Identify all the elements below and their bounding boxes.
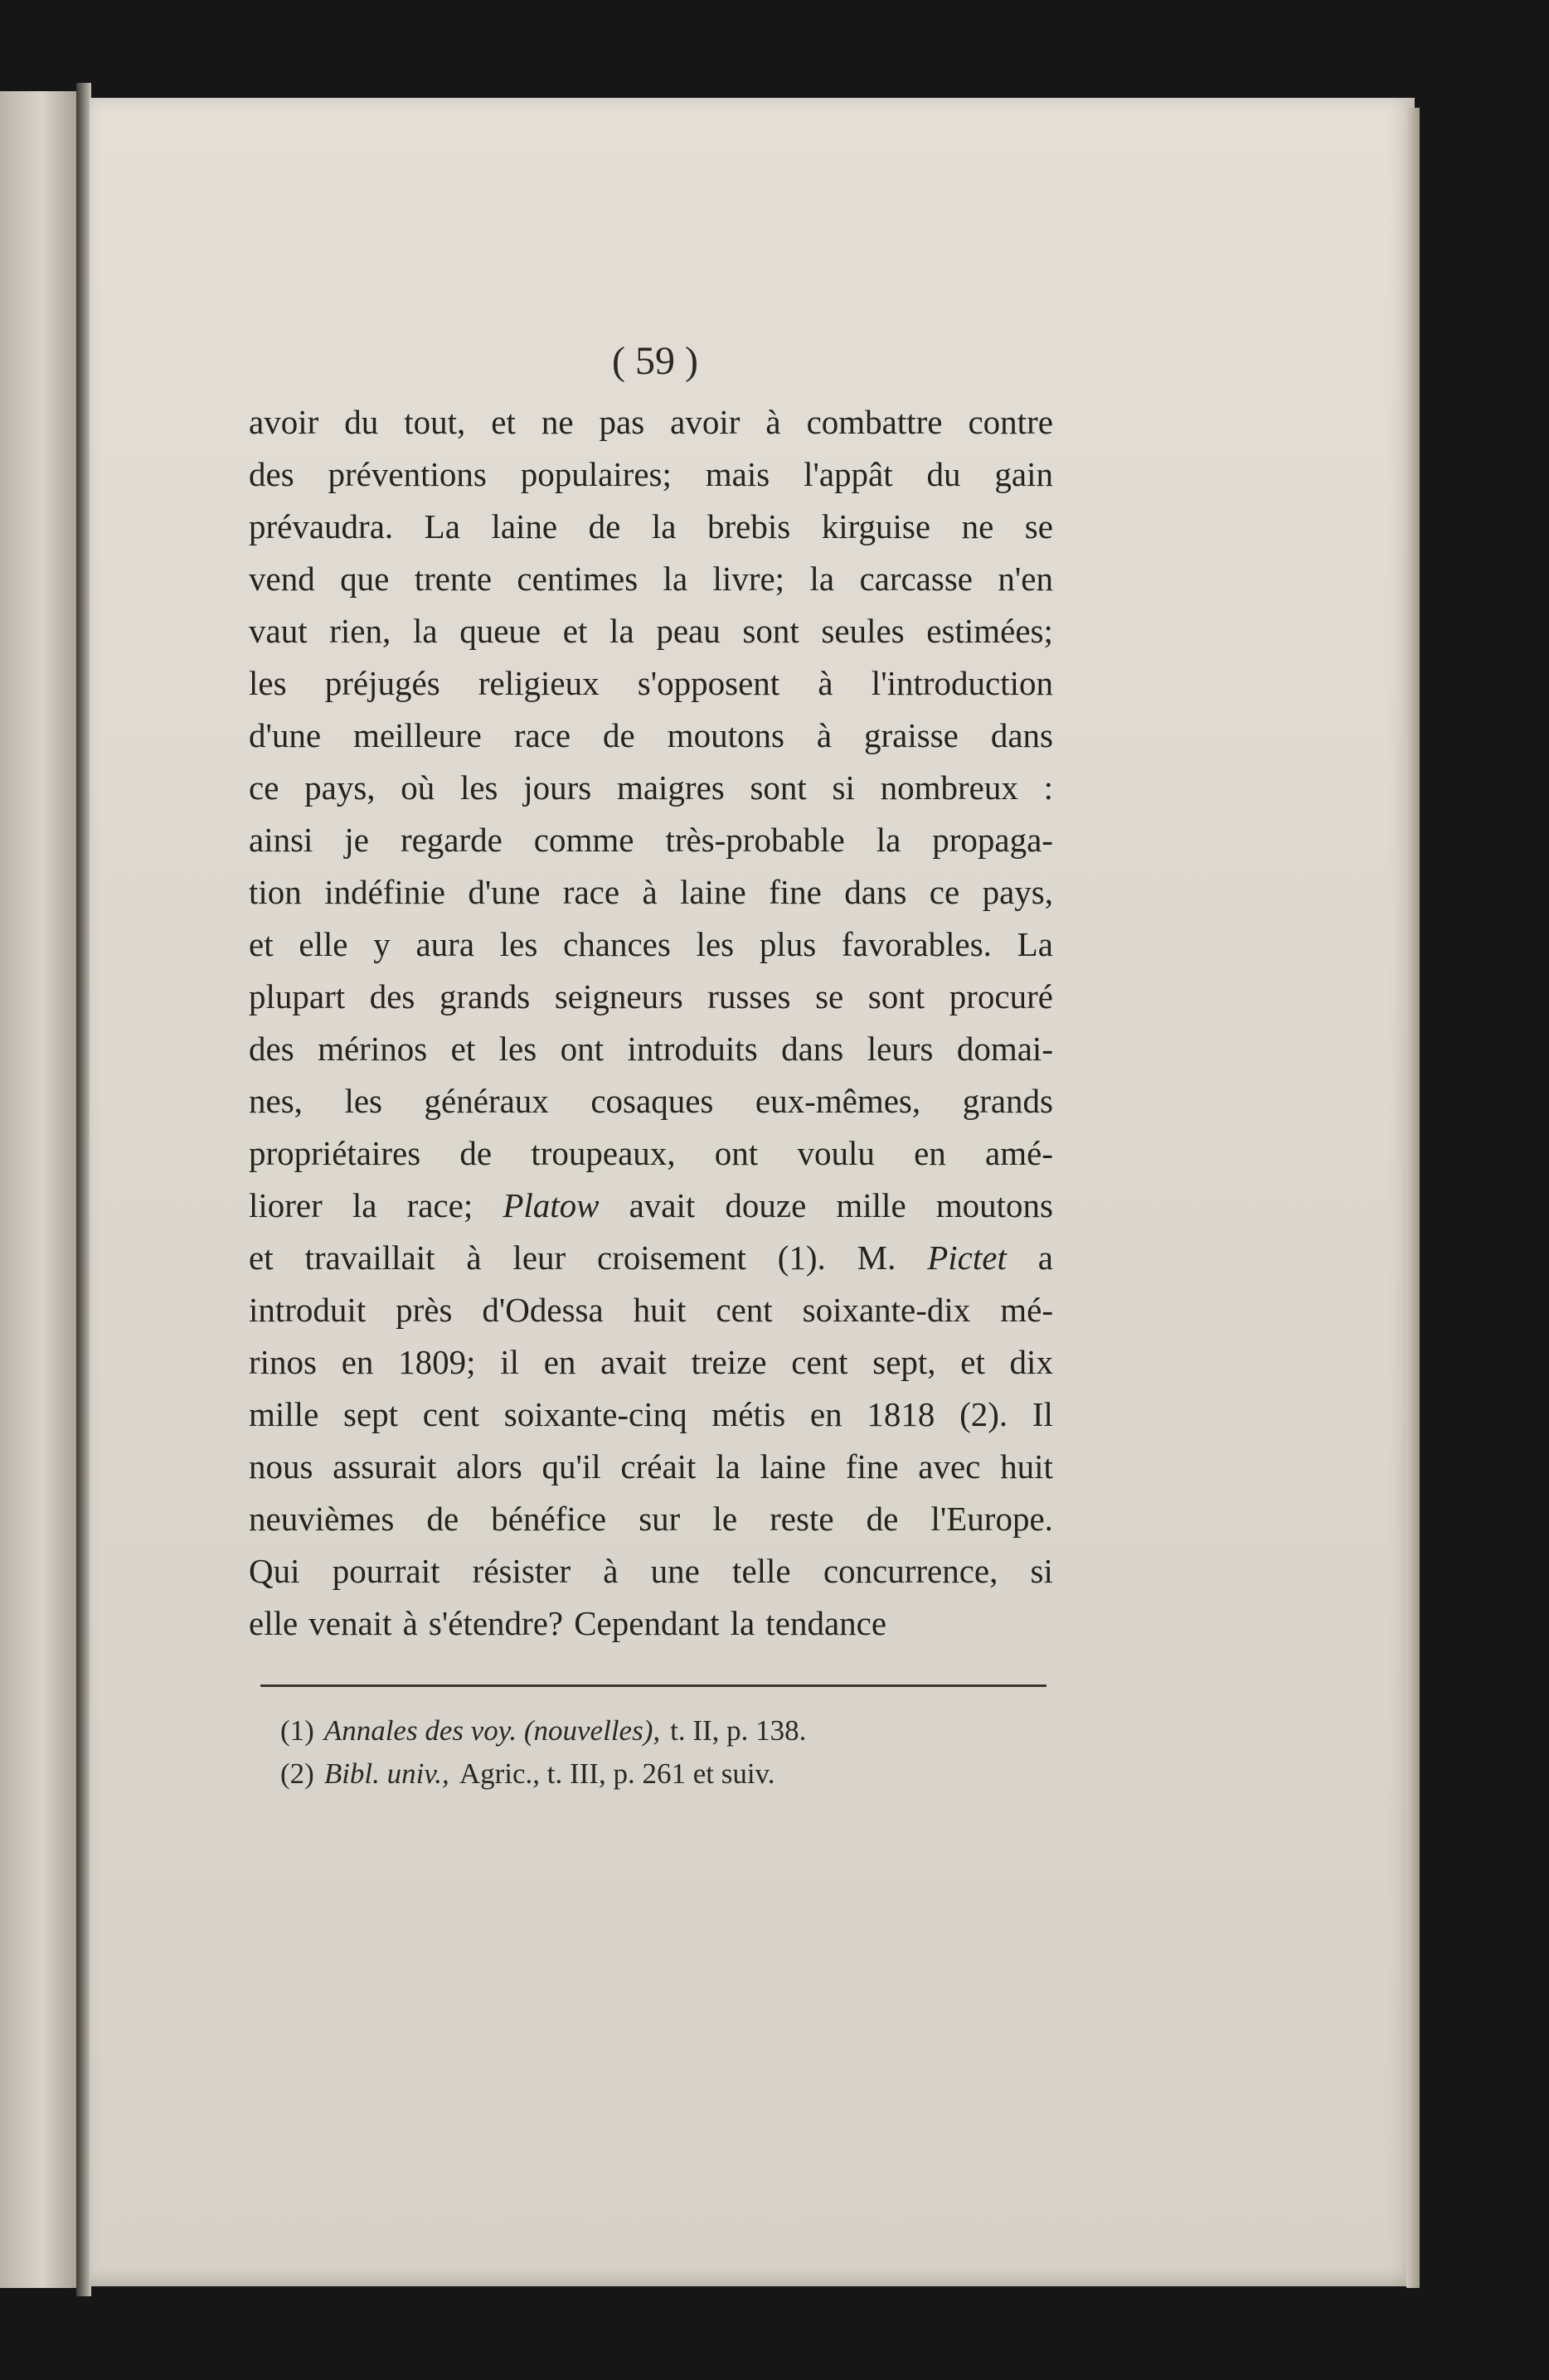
text-line: tion indéfinie d'une race à laine fine dans ce pays, bbox=[249, 873, 1053, 911]
text-line: elle venait à s'étendre? Cependant la tendance bbox=[249, 1604, 887, 1642]
text-line: d'une meilleure race de moutons à graisse dans bbox=[249, 716, 1053, 754]
text-line: liorer la race; Platow avait douze mille moutons bbox=[249, 1186, 1053, 1224]
text-line: nes, les généraux cosaques eux-mêmes, grands bbox=[249, 1082, 1053, 1120]
page-stack-edge bbox=[1406, 108, 1420, 2288]
text-line: prévaudra. La laine de la brebis kirguise ne se bbox=[249, 507, 1053, 545]
left-page-edge bbox=[0, 91, 78, 2288]
footnote-title: Bibl. univ., bbox=[323, 1757, 449, 1790]
text-line: et elle y aura les chances les plus favorables. La bbox=[249, 925, 1053, 963]
text-line: vend que trente centimes la livre; la carcasse n'en bbox=[249, 560, 1053, 598]
text-line: avoir du tout, et ne pas avoir à combattre contre bbox=[249, 403, 1053, 441]
footnotes bbox=[280, 1709, 1027, 1796]
footnote bbox=[280, 1709, 1027, 1752]
footnote-citation: t. II, p. 138. bbox=[670, 1714, 807, 1747]
footnote-title: Annales des voy. (nouvelles), bbox=[323, 1714, 661, 1747]
text-line: et travaillait à leur croisement (1). M. Pictet a bbox=[249, 1238, 1053, 1277]
text-line: Qui pourrait résister à une telle concurrence, si bbox=[249, 1552, 1053, 1590]
text-line: mille sept cent soixante-cinq métis en 1818 (2). Il bbox=[249, 1395, 1053, 1433]
text-line: des préventions populaires; mais l'appât du gain bbox=[249, 455, 1053, 493]
footnote-citation: Agric., t. III, p. 261 et suiv. bbox=[459, 1757, 775, 1790]
text-line: propriétaires de troupeaux, ont voulu en amé- bbox=[249, 1134, 1053, 1172]
text-line: plupart des grands seigneurs russes se sont procuré bbox=[249, 977, 1053, 1015]
text-line: rinos en 1809; il en avait treize cent sept, et dix bbox=[249, 1343, 1053, 1381]
footnote bbox=[280, 1752, 1027, 1796]
text-line: introduit près d'Odessa huit cent soixante-dix mé- bbox=[249, 1291, 1053, 1329]
page-number: ( 59 ) bbox=[612, 339, 698, 383]
footnote-rule bbox=[260, 1684, 1046, 1687]
text-line: neuvièmes de bénéfice sur le reste de l'Europe. bbox=[249, 1500, 1053, 1538]
text-line: vaut rien, la queue et la peau sont seules estimées; bbox=[249, 612, 1053, 650]
text-line: ainsi je regarde comme très-probable la propaga- bbox=[249, 821, 1053, 859]
text-line: les préjugés religieux s'opposent à l'introduction bbox=[249, 664, 1053, 702]
footnote-marker: (1) bbox=[280, 1714, 314, 1747]
text-line: nous assurait alors qu'il créait la laine fine avec huit bbox=[249, 1447, 1053, 1486]
text-line: ce pays, où les jours maigres sont si nombreux : bbox=[249, 768, 1053, 807]
footnote-marker: (2) bbox=[280, 1757, 314, 1790]
text-line: des mérinos et les ont introduits dans leurs domai- bbox=[249, 1030, 1053, 1068]
body-text bbox=[249, 396, 1053, 1650]
